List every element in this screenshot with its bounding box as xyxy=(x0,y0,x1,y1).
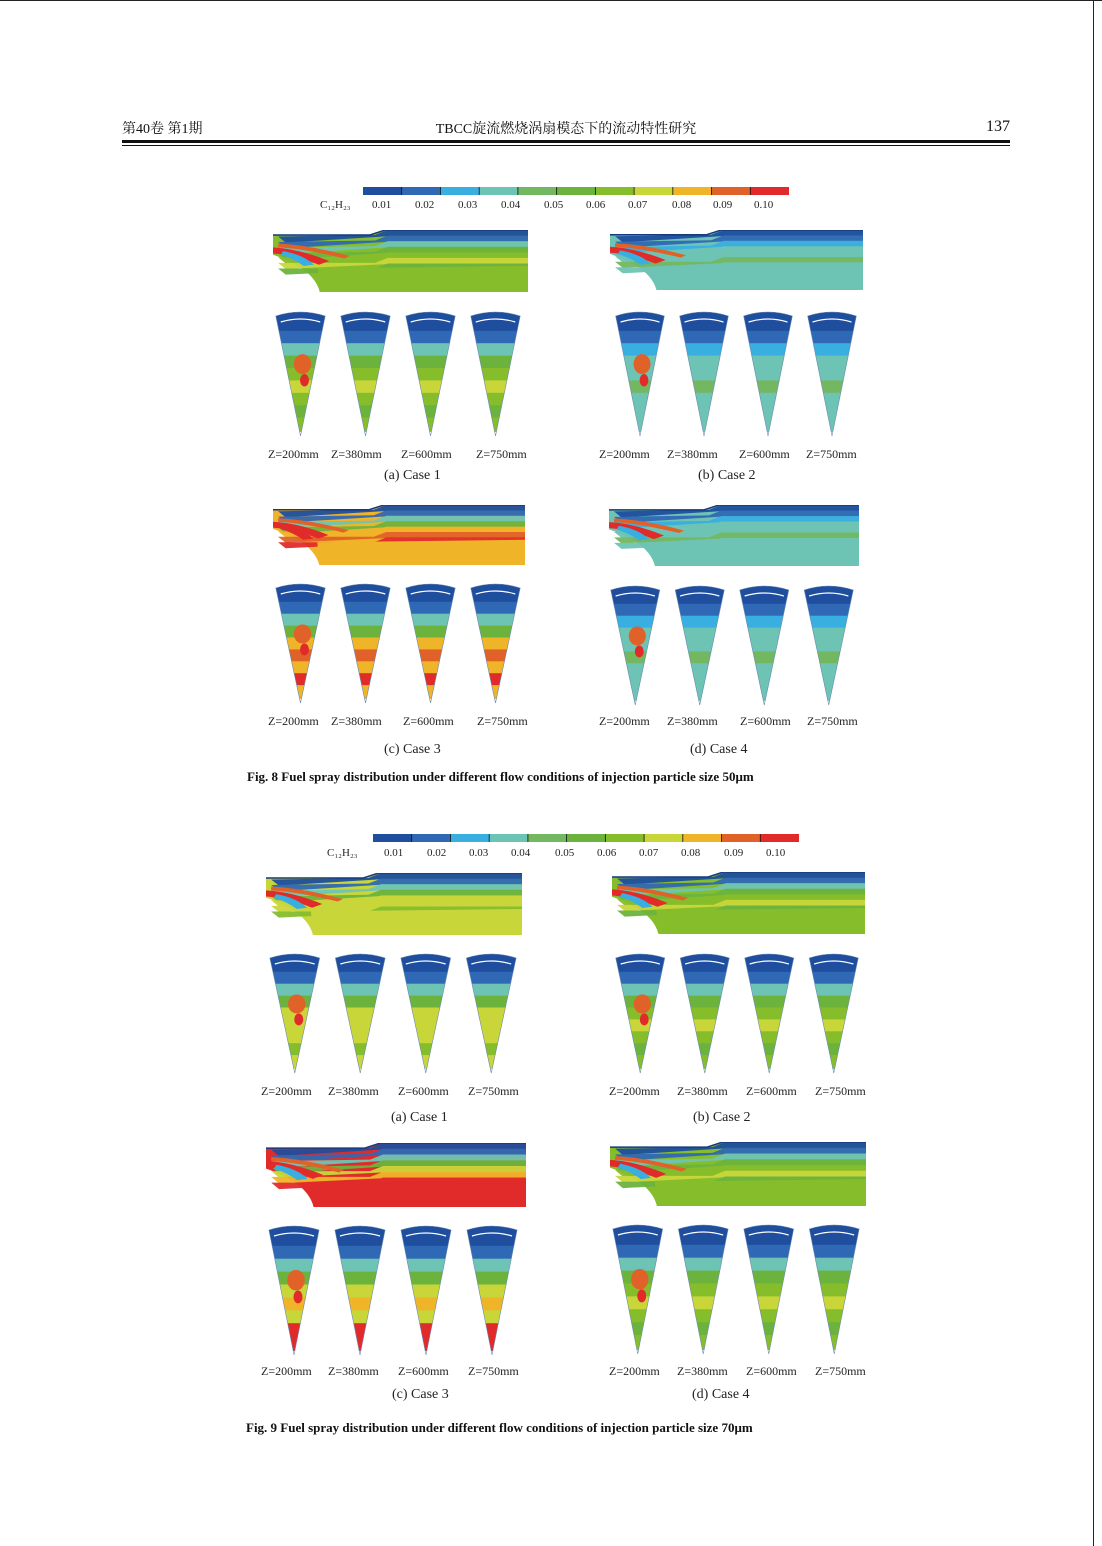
z-label: Z=200mm xyxy=(599,447,650,461)
fig8-case1-sections xyxy=(268,308,528,438)
fig9-species-label: C₁₂H₂₃ xyxy=(327,847,358,859)
subfigure-label: (d) Case 4 xyxy=(692,1387,750,1402)
z-label: Z=600mm xyxy=(746,1364,797,1378)
fig8-tick: 0.08 xyxy=(672,199,692,211)
z-label: Z=750mm xyxy=(806,447,857,461)
z-label: Z=200mm xyxy=(599,714,650,728)
fig9-tick: 0.03 xyxy=(469,847,489,859)
fig8-caption: Fig. 8 Fuel spray distribution under different flow conditions of injection particle size 50μm xyxy=(247,769,754,784)
z-label: Z=600mm xyxy=(739,447,790,461)
fig8-case2-contour xyxy=(610,230,863,290)
z-label: Z=750mm xyxy=(468,1084,519,1098)
subfigure-label: (b) Case 2 xyxy=(698,468,756,483)
fig8-tick: 0.01 xyxy=(372,199,392,211)
fig9-tick: 0.07 xyxy=(639,847,659,859)
z-label: Z=600mm xyxy=(403,714,454,728)
fig8-case3-contour xyxy=(273,505,525,565)
fig9-colorbar xyxy=(373,834,799,842)
z-label: Z=600mm xyxy=(740,714,791,728)
fig8-tick: 0.06 xyxy=(586,199,606,211)
z-label: Z=380mm xyxy=(328,1084,379,1098)
z-label: Z=200mm xyxy=(609,1364,660,1378)
z-label: Z=380mm xyxy=(667,447,718,461)
fig9-caption: Fig. 9 Fuel spray distribution under different flow conditions of injection particle size 70μm xyxy=(246,1420,753,1435)
fig9-tick: 0.10 xyxy=(766,847,786,859)
subfigure-label: (c) Case 3 xyxy=(392,1387,449,1402)
fig8-tick: 0.07 xyxy=(628,199,648,211)
z-label: Z=200mm xyxy=(268,447,319,461)
fig8-colorbar xyxy=(363,187,789,195)
header-rule-thin xyxy=(122,145,1010,146)
fig8-species-label: C₁₂H₂₃ xyxy=(320,199,351,211)
fig9-case2-sections xyxy=(608,950,866,1075)
fig9-case4-sections xyxy=(605,1221,867,1356)
fig8-case4-sections xyxy=(603,582,861,707)
z-label: Z=600mm xyxy=(398,1084,449,1098)
z-label: Z=750mm xyxy=(468,1364,519,1378)
running-header xyxy=(122,118,1010,140)
z-label: Z=380mm xyxy=(331,714,382,728)
fig8-tick: 0.09 xyxy=(713,199,733,211)
fig9-tick: 0.02 xyxy=(427,847,447,859)
subfigure-label: (a) Case 1 xyxy=(391,1110,448,1125)
fig9-tick: 0.09 xyxy=(724,847,744,859)
z-label: Z=750mm xyxy=(815,1364,866,1378)
z-label: Z=200mm xyxy=(261,1364,312,1378)
page-right-edge xyxy=(1093,0,1094,1546)
subfigure-label: (a) Case 1 xyxy=(384,468,441,483)
fig8-tick: 0.02 xyxy=(415,199,435,211)
fig8-tick: 0.10 xyxy=(754,199,774,211)
page-top-edge xyxy=(0,0,1102,1)
fig9-case3-sections xyxy=(261,1222,525,1357)
z-label: Z=380mm xyxy=(328,1364,379,1378)
z-label: Z=600mm xyxy=(746,1084,797,1098)
z-label: Z=600mm xyxy=(398,1364,449,1378)
fig9-case1-contour xyxy=(266,873,522,935)
subfigure-label: (d) Case 4 xyxy=(690,742,748,757)
z-label: Z=750mm xyxy=(815,1084,866,1098)
fig8-tick: 0.05 xyxy=(544,199,564,211)
fig9-tick: 0.01 xyxy=(384,847,404,859)
fig9-tick: 0.08 xyxy=(681,847,701,859)
z-label: Z=380mm xyxy=(677,1364,728,1378)
subfigure-label: (c) Case 3 xyxy=(384,742,441,757)
z-label: Z=750mm xyxy=(477,714,528,728)
volume-issue: 第40卷 第1期 xyxy=(122,122,203,137)
fig8-case1-contour xyxy=(273,230,528,292)
z-label: Z=380mm xyxy=(677,1084,728,1098)
z-label: Z=750mm xyxy=(807,714,858,728)
fig9-tick: 0.04 xyxy=(511,847,531,859)
fig8-case3-sections xyxy=(268,580,528,705)
fig9-case1-sections xyxy=(262,950,524,1075)
running-title: TBCC旋流燃烧涡扇模态下的流动特性研究 xyxy=(435,122,697,137)
fig9-tick: 0.05 xyxy=(555,847,575,859)
z-label: Z=600mm xyxy=(401,447,452,461)
fig8-case4-contour xyxy=(609,505,859,566)
fig8-tick: 0.03 xyxy=(458,199,478,211)
fig9-tick: 0.06 xyxy=(597,847,617,859)
fig9-case2-contour xyxy=(612,872,865,934)
subfigure-label: (b) Case 2 xyxy=(693,1110,751,1125)
page-number: 137 xyxy=(986,118,1010,135)
z-label: Z=200mm xyxy=(609,1084,660,1098)
z-label: Z=750mm xyxy=(476,447,527,461)
z-label: Z=380mm xyxy=(331,447,382,461)
z-label: Z=200mm xyxy=(261,1084,312,1098)
fig8-tick: 0.04 xyxy=(501,199,521,211)
fig9-case3-contour xyxy=(266,1143,526,1207)
z-label: Z=200mm xyxy=(268,714,319,728)
z-label: Z=380mm xyxy=(667,714,718,728)
fig9-case4-contour xyxy=(610,1142,866,1206)
fig8-case2-sections xyxy=(608,308,864,438)
header-rule-thick xyxy=(122,140,1010,143)
